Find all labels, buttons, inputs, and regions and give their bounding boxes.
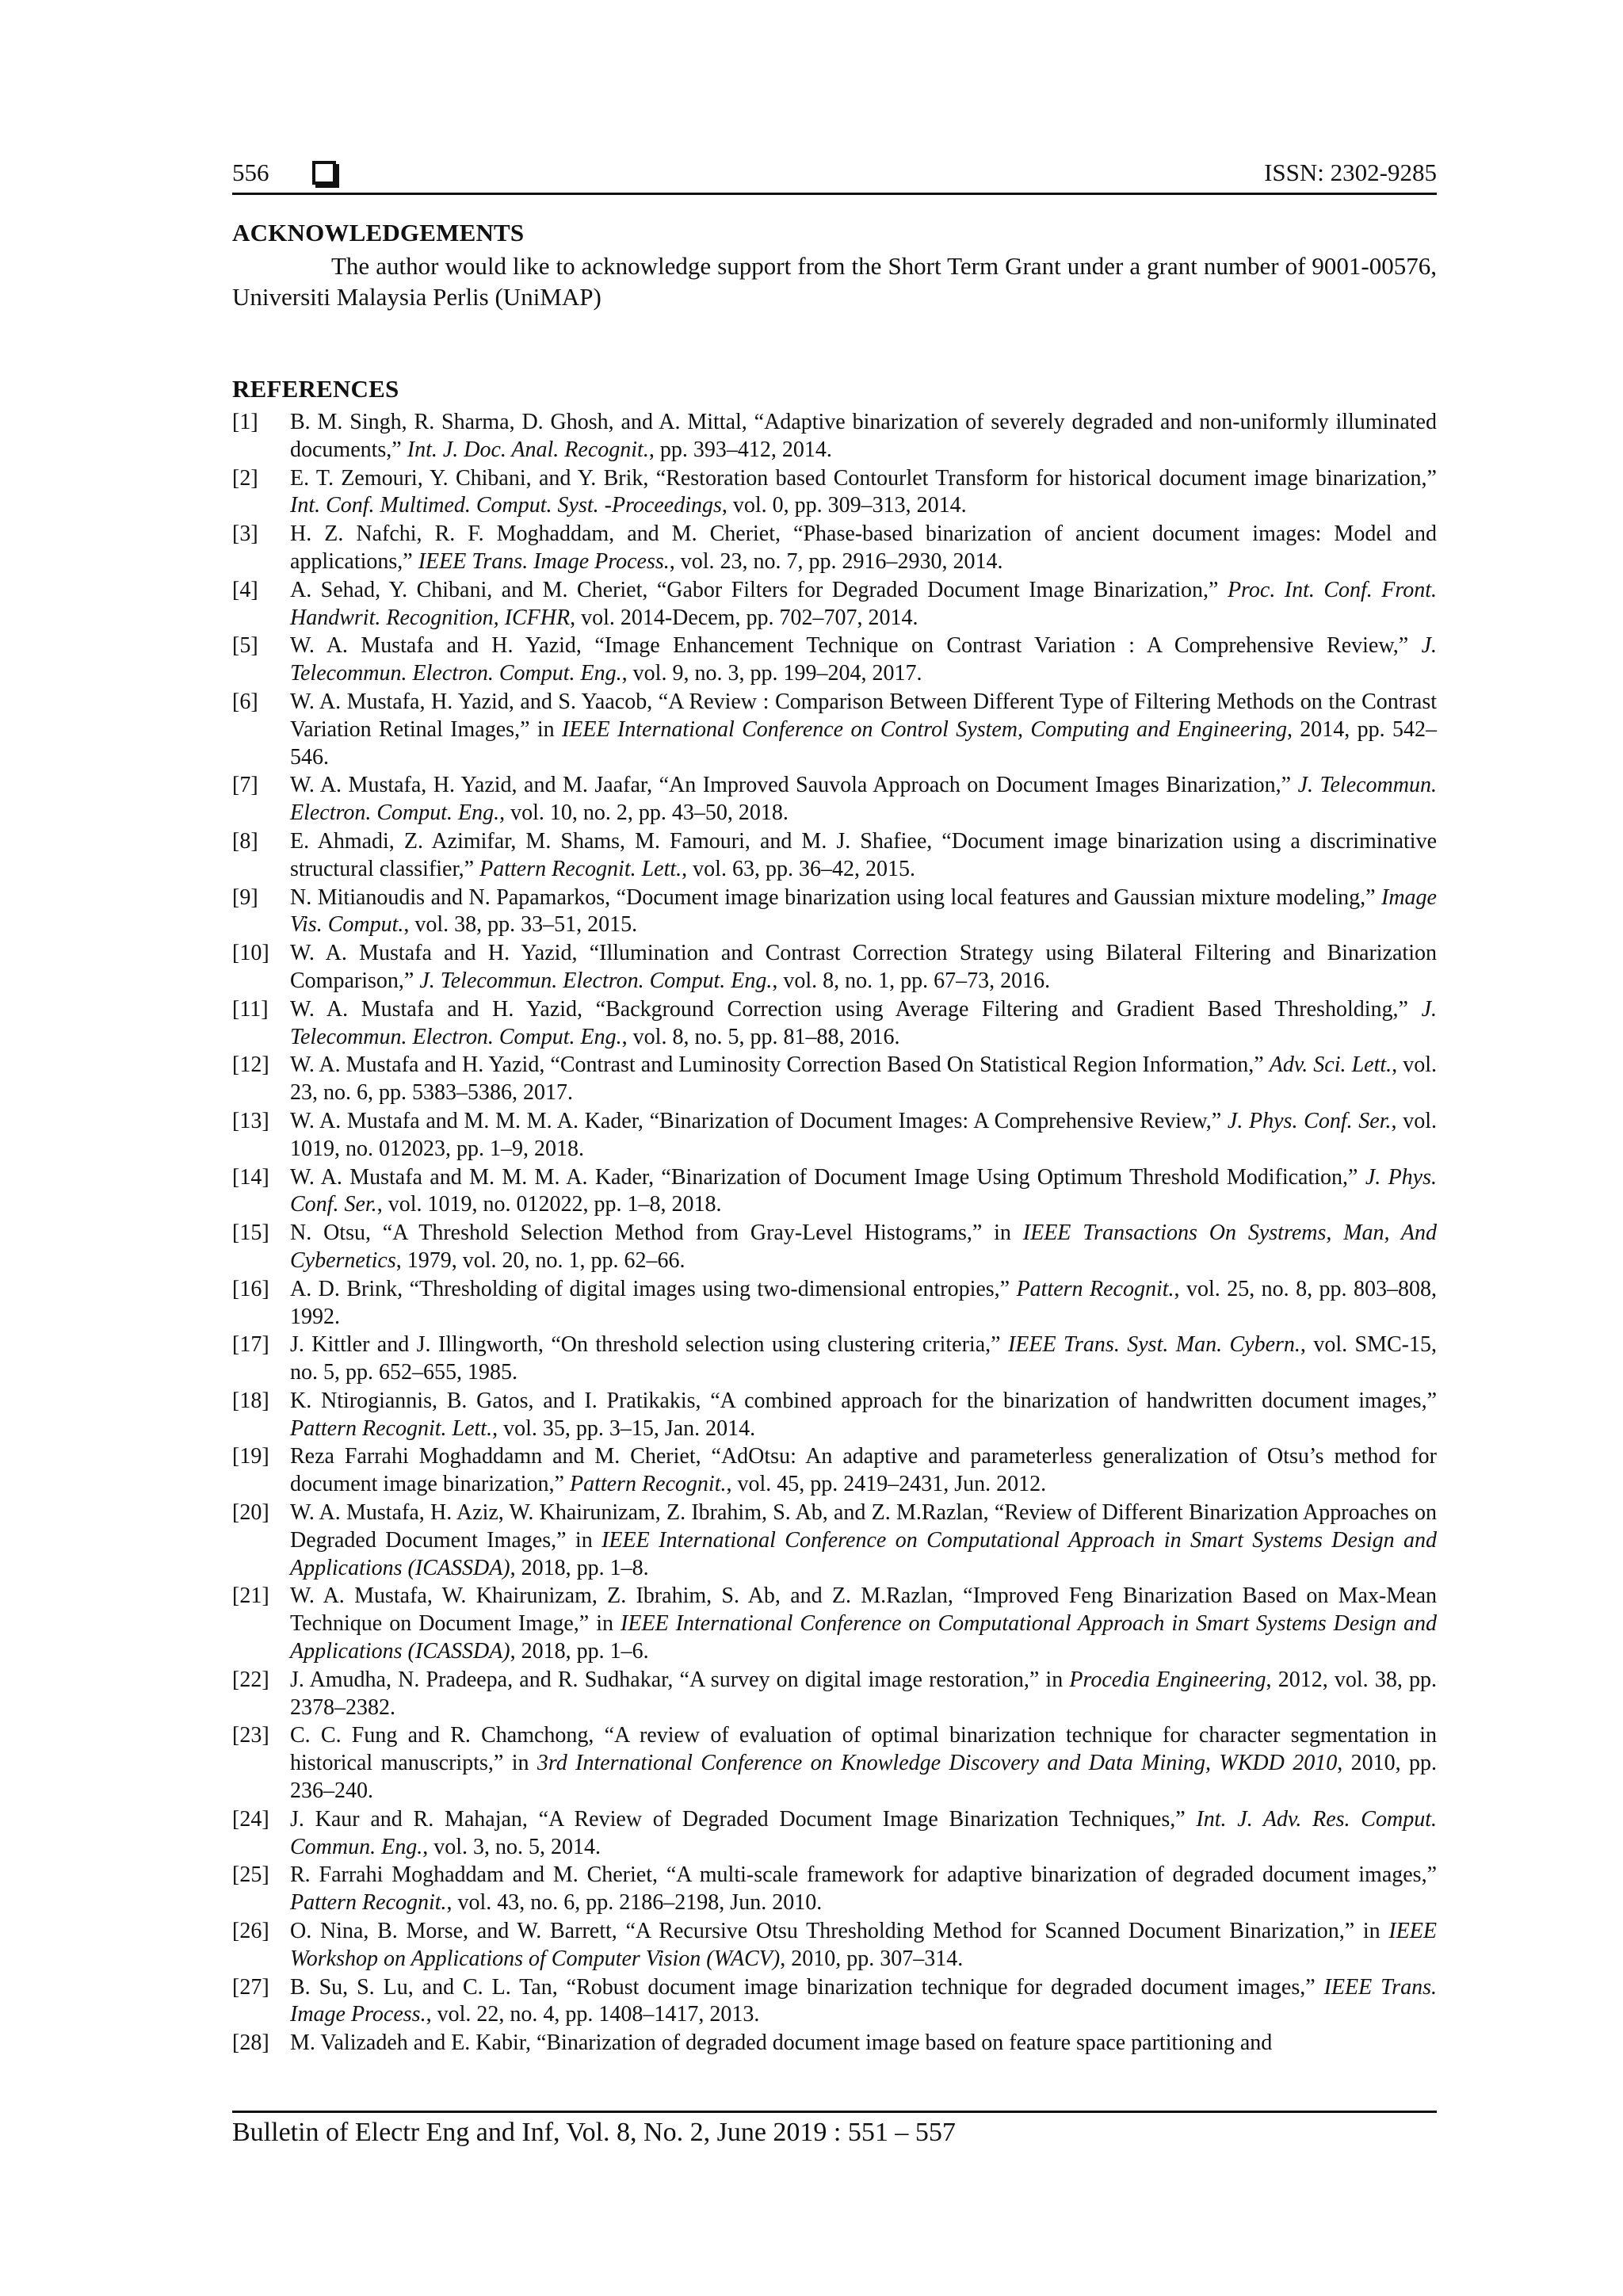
- reference-item: [232, 632, 1437, 688]
- reference-details: , vol. 23, no. 6, pp. 5383–5386, 2017.: [290, 1052, 1438, 1106]
- reference-number: [1]: [232, 410, 258, 434]
- reference-authors-title: N. Otsu, “A Threshold Selection Method from Gray-Level Histograms,” in: [290, 1221, 1023, 1246]
- reference-authors-title: W. A. Mustafa, H. Yazid, and S. Yaacob, “A Review : Comparison Between Different Type of Filtering Methods on the Contrast Variation Retinal Images,” in: [290, 689, 1437, 742]
- reference-venue: Pattern Recognit. Lett.: [479, 856, 682, 881]
- reference-venue: IEEE Trans. Image Process.: [418, 548, 670, 574]
- reference-details: , 1979, vol. 20, no. 1, pp. 62–66.: [395, 1247, 685, 1273]
- reference-venue: J. Phys. Conf. Ser.: [290, 1164, 1438, 1217]
- reference-details: , vol. 0, pp. 309–313, 2014.: [721, 493, 967, 518]
- reference-number: [3]: [232, 521, 258, 547]
- reference-item: [232, 1220, 1437, 1275]
- reference-text: [290, 1331, 1437, 1387]
- reference-number: [26]: [232, 1919, 269, 1944]
- reference-text: [290, 940, 1437, 995]
- reference-text: [290, 1164, 1437, 1220]
- reference-authors-title: N. Mitianoudis and N. Papamarkos, “Document image binarization using local features and Gaussian mixture modeling,”: [290, 884, 1382, 910]
- reference-number: [7]: [232, 773, 258, 798]
- reference-text: [290, 1499, 1437, 1582]
- reference-text: [290, 1220, 1437, 1275]
- reference-item: [232, 689, 1437, 771]
- reference-details: , vol. 9, no. 3, pp. 199–204, 2017.: [621, 661, 922, 686]
- reference-authors-title: H. Z. Nafchi, R. F. Moghaddam, and M. Cheriet, “Phase-based binarization of ancient document images: Model and applications,”: [290, 521, 1437, 574]
- checkbox-square-icon: [312, 161, 336, 185]
- reference-text: [290, 577, 1437, 632]
- reference-venue: Procedia Engineering: [1069, 1667, 1266, 1692]
- reference-details: , vol. 25, no. 8, pp. 803–808, 1992.: [290, 1276, 1437, 1329]
- reference-text: [290, 521, 1437, 576]
- reference-authors-title: W. A. Mustafa, H. Aziz, W. Khairunizam, Z. Ibrahim, S. Ab, and Z. M.Razlan, “Review of Different Binarization Approaches on Degraded Document Images,” in: [290, 1500, 1437, 1553]
- reference-authors-title: E. T. Zemouri, Y. Chibani, and Y. Brik, “Restoration based Contourlet Transform for historical document image binarization,”: [290, 465, 1437, 491]
- reference-item: [232, 1276, 1437, 1331]
- footer-rule: [232, 2111, 1437, 2113]
- issn: ISSN: 2302-9285: [1264, 159, 1437, 186]
- reference-item: [232, 828, 1437, 884]
- reference-number: [24]: [232, 1806, 269, 1832]
- reference-details: , pp. 393–412, 2014.: [648, 437, 832, 462]
- header-left: [232, 159, 336, 187]
- reference-number: [8]: [232, 828, 258, 854]
- reference-details: , vol. 1019, no. 012023, pp. 1–9, 2018.: [290, 1108, 1438, 1161]
- reference-details: , vol. 2014-Decem, pp. 702–707, 2014.: [570, 605, 918, 630]
- reference-item: [232, 1499, 1437, 1582]
- reference-authors-title: W. A. Mustafa and M. M. M. A. Kader, “Binarization of Document Image Using Optimum Threshold Modification,”: [290, 1164, 1365, 1190]
- reference-number: [2]: [232, 465, 258, 491]
- reference-authors-title: W. A. Mustafa, W. Khairunizam, Z. Ibrahim, S. Ab, and Z. M.Razlan, “Improved Feng Binarization Based on Max-Mean Technique on Document Image,” in: [290, 1584, 1437, 1637]
- reference-item: [232, 465, 1437, 521]
- reference-text: [290, 1974, 1437, 2030]
- reference-item: [232, 1331, 1437, 1387]
- reference-venue: IEEE International Conference on Control System, Computing and Engineering: [561, 716, 1287, 742]
- reference-number: [23]: [232, 1723, 269, 1748]
- reference-venue: IEEE Transactions On Systrems, Man, And Cybernetics: [290, 1221, 1437, 1273]
- reference-authors-title: J. Kaur and R. Mahajan, “A Review of Degraded Document Image Binarization Techniques,”: [290, 1806, 1197, 1832]
- reference-authors-title: K. Ntirogiannis, B. Gatos, and I. Pratikakis, “A combined approach for the binarization of handwritten document images,”: [290, 1388, 1437, 1413]
- reference-item: [232, 996, 1437, 1052]
- reference-authors-title: Reza Farrahi Moghaddamn and M. Cheriet, “AdOtsu: An adaptive and parameterless generalization of Otsu’s method for document image binarization,”: [290, 1444, 1437, 1497]
- reference-details: , 2010, pp. 236–240.: [290, 1751, 1437, 1804]
- reference-number: [27]: [232, 1974, 269, 2000]
- reference-venue: J. Telecommun. Electron. Comput. Eng.: [290, 633, 1437, 686]
- page-number: 556: [232, 159, 269, 186]
- reference-number: [14]: [232, 1164, 269, 1190]
- reference-venue: Pattern Recognit.: [290, 1890, 447, 1916]
- reference-number: [19]: [232, 1444, 269, 1469]
- references-list: [232, 409, 1437, 2058]
- reference-venue: IEEE Trans. Syst. Man. Cybern.: [1007, 1332, 1300, 1358]
- reference-authors-title: W. A. Mustafa and H. Yazid, “Contrast and Luminosity Correction Based On Statistical Region Information,”: [290, 1052, 1270, 1078]
- reference-authors-title: W. A. Mustafa and H. Yazid, “Illumination and Contrast Correction Strategy using Bilateral Filtering and Binarization Comparison,”: [290, 941, 1437, 993]
- reference-item: [232, 1862, 1437, 1917]
- reference-venue: IEEE International Conference on Computational Approach in Smart Systems Design and Applications (ICASSDA): [290, 1611, 1438, 1664]
- reference-text: [290, 996, 1437, 1052]
- reference-item: [232, 521, 1437, 576]
- reference-item: [232, 1918, 1437, 1973]
- reference-authors-title: B. M. Singh, R. Sharma, D. Ghosh, and A. Mittal, “Adaptive binarization of severely degraded and non-uniformly illuminated documents,”: [290, 410, 1437, 462]
- reference-item: [232, 1052, 1437, 1107]
- reference-number: [28]: [232, 2030, 269, 2056]
- reference-number: [11]: [232, 996, 269, 1022]
- reference-authors-title: J. Amudha, N. Pradeepa, and R. Sudhakar, “A survey on digital image restoration,” in: [290, 1667, 1070, 1692]
- acknowledgements-text: The author would like to acknowledge support from the Short Term Grant under a grant number of 9001-00576, Universiti Malaysia Perlis (UniMAP): [232, 252, 1437, 311]
- reference-number: [5]: [232, 633, 258, 659]
- reference-venue: Int. J. Doc. Anal. Recognit.: [407, 437, 649, 462]
- reference-venue: Pattern Recognit.: [1016, 1276, 1174, 1301]
- reference-venue: IEEE International Conference on Computational Approach in Smart Systems Design and Applications (ICASSDA): [290, 1527, 1438, 1580]
- reference-authors-title: E. Ahmadi, Z. Azimifar, M. Shams, M. Famouri, and M. J. Shafiee, “Document image binarization using a discriminative structural classifier,”: [290, 828, 1437, 881]
- reference-venue: Pattern Recognit.: [569, 1472, 727, 1497]
- reference-item: [232, 1583, 1437, 1665]
- reference-number: [22]: [232, 1667, 269, 1692]
- reference-authors-title: A. D. Brink, “Thresholding of digital images using two-dimensional entropies,”: [290, 1276, 1017, 1301]
- reference-text: [290, 689, 1437, 771]
- reference-venue: Image Vis. Comput.: [290, 884, 1437, 938]
- reference-text: [290, 1276, 1437, 1331]
- reference-details: , vol. 3, no. 5, 2014.: [422, 1834, 601, 1859]
- reference-authors-title: B. Su, S. Lu, and C. L. Tan, “Robust document image binarization technique for degraded document images,”: [290, 1974, 1324, 2000]
- reference-venue: IEEE Trans. Image Process.: [290, 1974, 1437, 2027]
- reference-venue: J. Telecommun. Electron. Comput. Eng.: [290, 773, 1438, 826]
- reference-text: [290, 1722, 1437, 1805]
- reference-authors-title: M. Valizadeh and E. Kabir, “Binarization of degraded document image based on feature space partitioning and: [290, 2030, 1273, 2056]
- reference-item: [232, 577, 1437, 632]
- reference-text: [290, 465, 1437, 521]
- header-rule: [232, 193, 1437, 195]
- reference-text: [290, 1443, 1437, 1499]
- reference-text: [290, 1862, 1437, 1917]
- reference-details: , 2010, pp. 307–314.: [780, 1946, 964, 1971]
- reference-text: [290, 409, 1437, 464]
- reference-venue: 3rd International Conference on Knowledge Discovery and Data Mining, WKDD 2010: [537, 1751, 1338, 1776]
- reference-authors-title: W. A. Mustafa and H. Yazid, “Image Enhancement Technique on Contrast Variation : A Comprehensive Review,”: [290, 633, 1422, 659]
- reference-text: [290, 1388, 1437, 1443]
- reference-details: , vol. 8, no. 1, pp. 67–73, 2016.: [772, 968, 1051, 993]
- reference-item: [232, 1443, 1437, 1499]
- reference-authors-title: R. Farrahi Moghaddam and M. Cheriet, “A multi-scale framework for adaptive binarization of degraded document images,”: [290, 1862, 1437, 1888]
- reference-text: [290, 1806, 1437, 1862]
- reference-details: , vol. 43, no. 6, pp. 2186–2198, Jun. 2010.: [446, 1890, 823, 1916]
- reference-authors-title: C. C. Fung and R. Chamchong, “A review of evaluation of optimal binarization technique for character segmentation in historical manuscripts,” in: [290, 1723, 1437, 1776]
- reference-number: [18]: [232, 1388, 269, 1413]
- reference-item: [232, 1164, 1437, 1220]
- reference-item: [232, 1806, 1437, 1862]
- reference-details: , vol. 8, no. 5, pp. 81–88, 2016.: [621, 1024, 900, 1049]
- reference-item: [232, 1388, 1437, 1443]
- reference-details: , vol. 63, pp. 36–42, 2015.: [682, 856, 915, 881]
- reference-venue: Int. J. Adv. Res. Comput. Commun. Eng.: [290, 1806, 1437, 1859]
- reference-item: [232, 884, 1437, 940]
- reference-details: , vol. 45, pp. 2419–2431, Jun. 2012.: [726, 1472, 1047, 1497]
- reference-text: [290, 2030, 1437, 2057]
- reference-text: [290, 1667, 1437, 1722]
- reference-number: [25]: [232, 1862, 269, 1888]
- reference-item: [232, 1722, 1437, 1805]
- reference-text: [290, 884, 1437, 940]
- reference-item: [232, 940, 1437, 995]
- reference-details: , vol. 35, pp. 3–15, Jan. 2014.: [492, 1415, 756, 1441]
- reference-authors-title: A. Sehad, Y. Chibani, and M. Cheriet, “Gabor Filters for Degraded Document Image Binarization,”: [290, 577, 1228, 602]
- reference-authors-title: W. A. Mustafa and M. M. M. A. Kader, “Binarization of Document Images: A Comprehensive Review,”: [290, 1108, 1228, 1133]
- reference-number: [20]: [232, 1500, 269, 1526]
- reference-number: [9]: [232, 884, 258, 910]
- reference-venue: Adv. Sci. Lett.: [1269, 1052, 1392, 1078]
- reference-details: , 2018, pp. 1–8.: [510, 1555, 649, 1580]
- reference-venue: J. Telecommun. Electron. Comput. Eng.: [419, 968, 773, 993]
- reference-text: [290, 1108, 1437, 1163]
- reference-venue: J. Phys. Conf. Ser.: [1227, 1108, 1392, 1133]
- reference-details: , 2014, pp. 542–546.: [290, 716, 1438, 770]
- reference-number: [6]: [232, 689, 258, 714]
- reference-number: [13]: [232, 1108, 269, 1133]
- reference-number: [17]: [232, 1332, 269, 1358]
- reference-number: [15]: [232, 1221, 269, 1246]
- reference-details: , 2018, pp. 1–6.: [510, 1639, 649, 1664]
- reference-details: , vol. SMC-15, no. 5, pp. 652–655, 1985.: [290, 1332, 1437, 1385]
- footer-citation: Bulletin of Electr Eng and Inf, Vol. 8, No. 2, June 2019 : 551 – 557: [232, 2118, 956, 2147]
- reference-item: [232, 1667, 1437, 1722]
- reference-details: , 2012, vol. 38, pp. 2378–2382.: [290, 1667, 1438, 1720]
- reference-text: [290, 1052, 1437, 1107]
- reference-details: , vol. 23, no. 7, pp. 2916–2930, 2014.: [669, 548, 1003, 574]
- reference-item: [232, 772, 1437, 827]
- reference-authors-title: J. Kittler and J. Illingworth, “On threshold selection using clustering criteria,”: [290, 1332, 1008, 1358]
- reference-authors-title: W. A. Mustafa and H. Yazid, “Background Correction using Average Filtering and Gradient Based Thresholding,”: [290, 996, 1422, 1022]
- reference-details: , vol. 1019, no. 012022, pp. 1–8, 2018.: [376, 1192, 722, 1217]
- reference-venue: J. Telecommun. Electron. Comput. Eng.: [290, 996, 1437, 1049]
- reference-text: [290, 1583, 1437, 1665]
- reference-venue: IEEE Workshop on Applications of Computer Vision (WACV): [290, 1919, 1437, 1971]
- reference-authors-title: O. Nina, B. Morse, and W. Barrett, “A Recursive Otsu Thresholding Method for Scanned Document Binarization,” in: [290, 1919, 1389, 1944]
- reference-text: [290, 772, 1437, 827]
- reference-item: [232, 1108, 1437, 1163]
- reference-venue: Int. Conf. Multimed. Comput. Syst. -Proceedings: [290, 493, 722, 518]
- reference-number: [10]: [232, 941, 269, 966]
- reference-text: [290, 1918, 1437, 1973]
- reference-details: , vol. 10, no. 2, pp. 43–50, 2018.: [499, 800, 789, 826]
- page-header: [232, 152, 1437, 193]
- reference-number: [16]: [232, 1276, 269, 1301]
- reference-text: [290, 632, 1437, 688]
- reference-number: [4]: [232, 577, 258, 602]
- reference-item: [232, 1974, 1437, 2030]
- reference-details: , vol. 38, pp. 33–51, 2015.: [403, 912, 638, 938]
- references-title: REFERENCES: [232, 375, 399, 403]
- reference-details: , vol. 22, no. 4, pp. 1408–1417, 2013.: [426, 2002, 760, 2027]
- reference-authors-title: W. A. Mustafa, H. Yazid, and M. Jaafar, “An Improved Sauvola Approach on Document Images Binarization,”: [290, 773, 1298, 798]
- acknowledgements-title: ACKNOWLEDGEMENTS: [232, 219, 525, 246]
- reference-number: [12]: [232, 1052, 269, 1078]
- reference-venue: Proc. Int. Conf. Front. Handwrit. Recognition, ICFHR: [290, 577, 1438, 630]
- reference-item: [232, 2030, 1437, 2057]
- reference-number: [21]: [232, 1584, 269, 1609]
- reference-item: [232, 409, 1437, 464]
- reference-text: [290, 828, 1437, 884]
- reference-venue: Pattern Recognit. Lett.: [290, 1415, 493, 1441]
